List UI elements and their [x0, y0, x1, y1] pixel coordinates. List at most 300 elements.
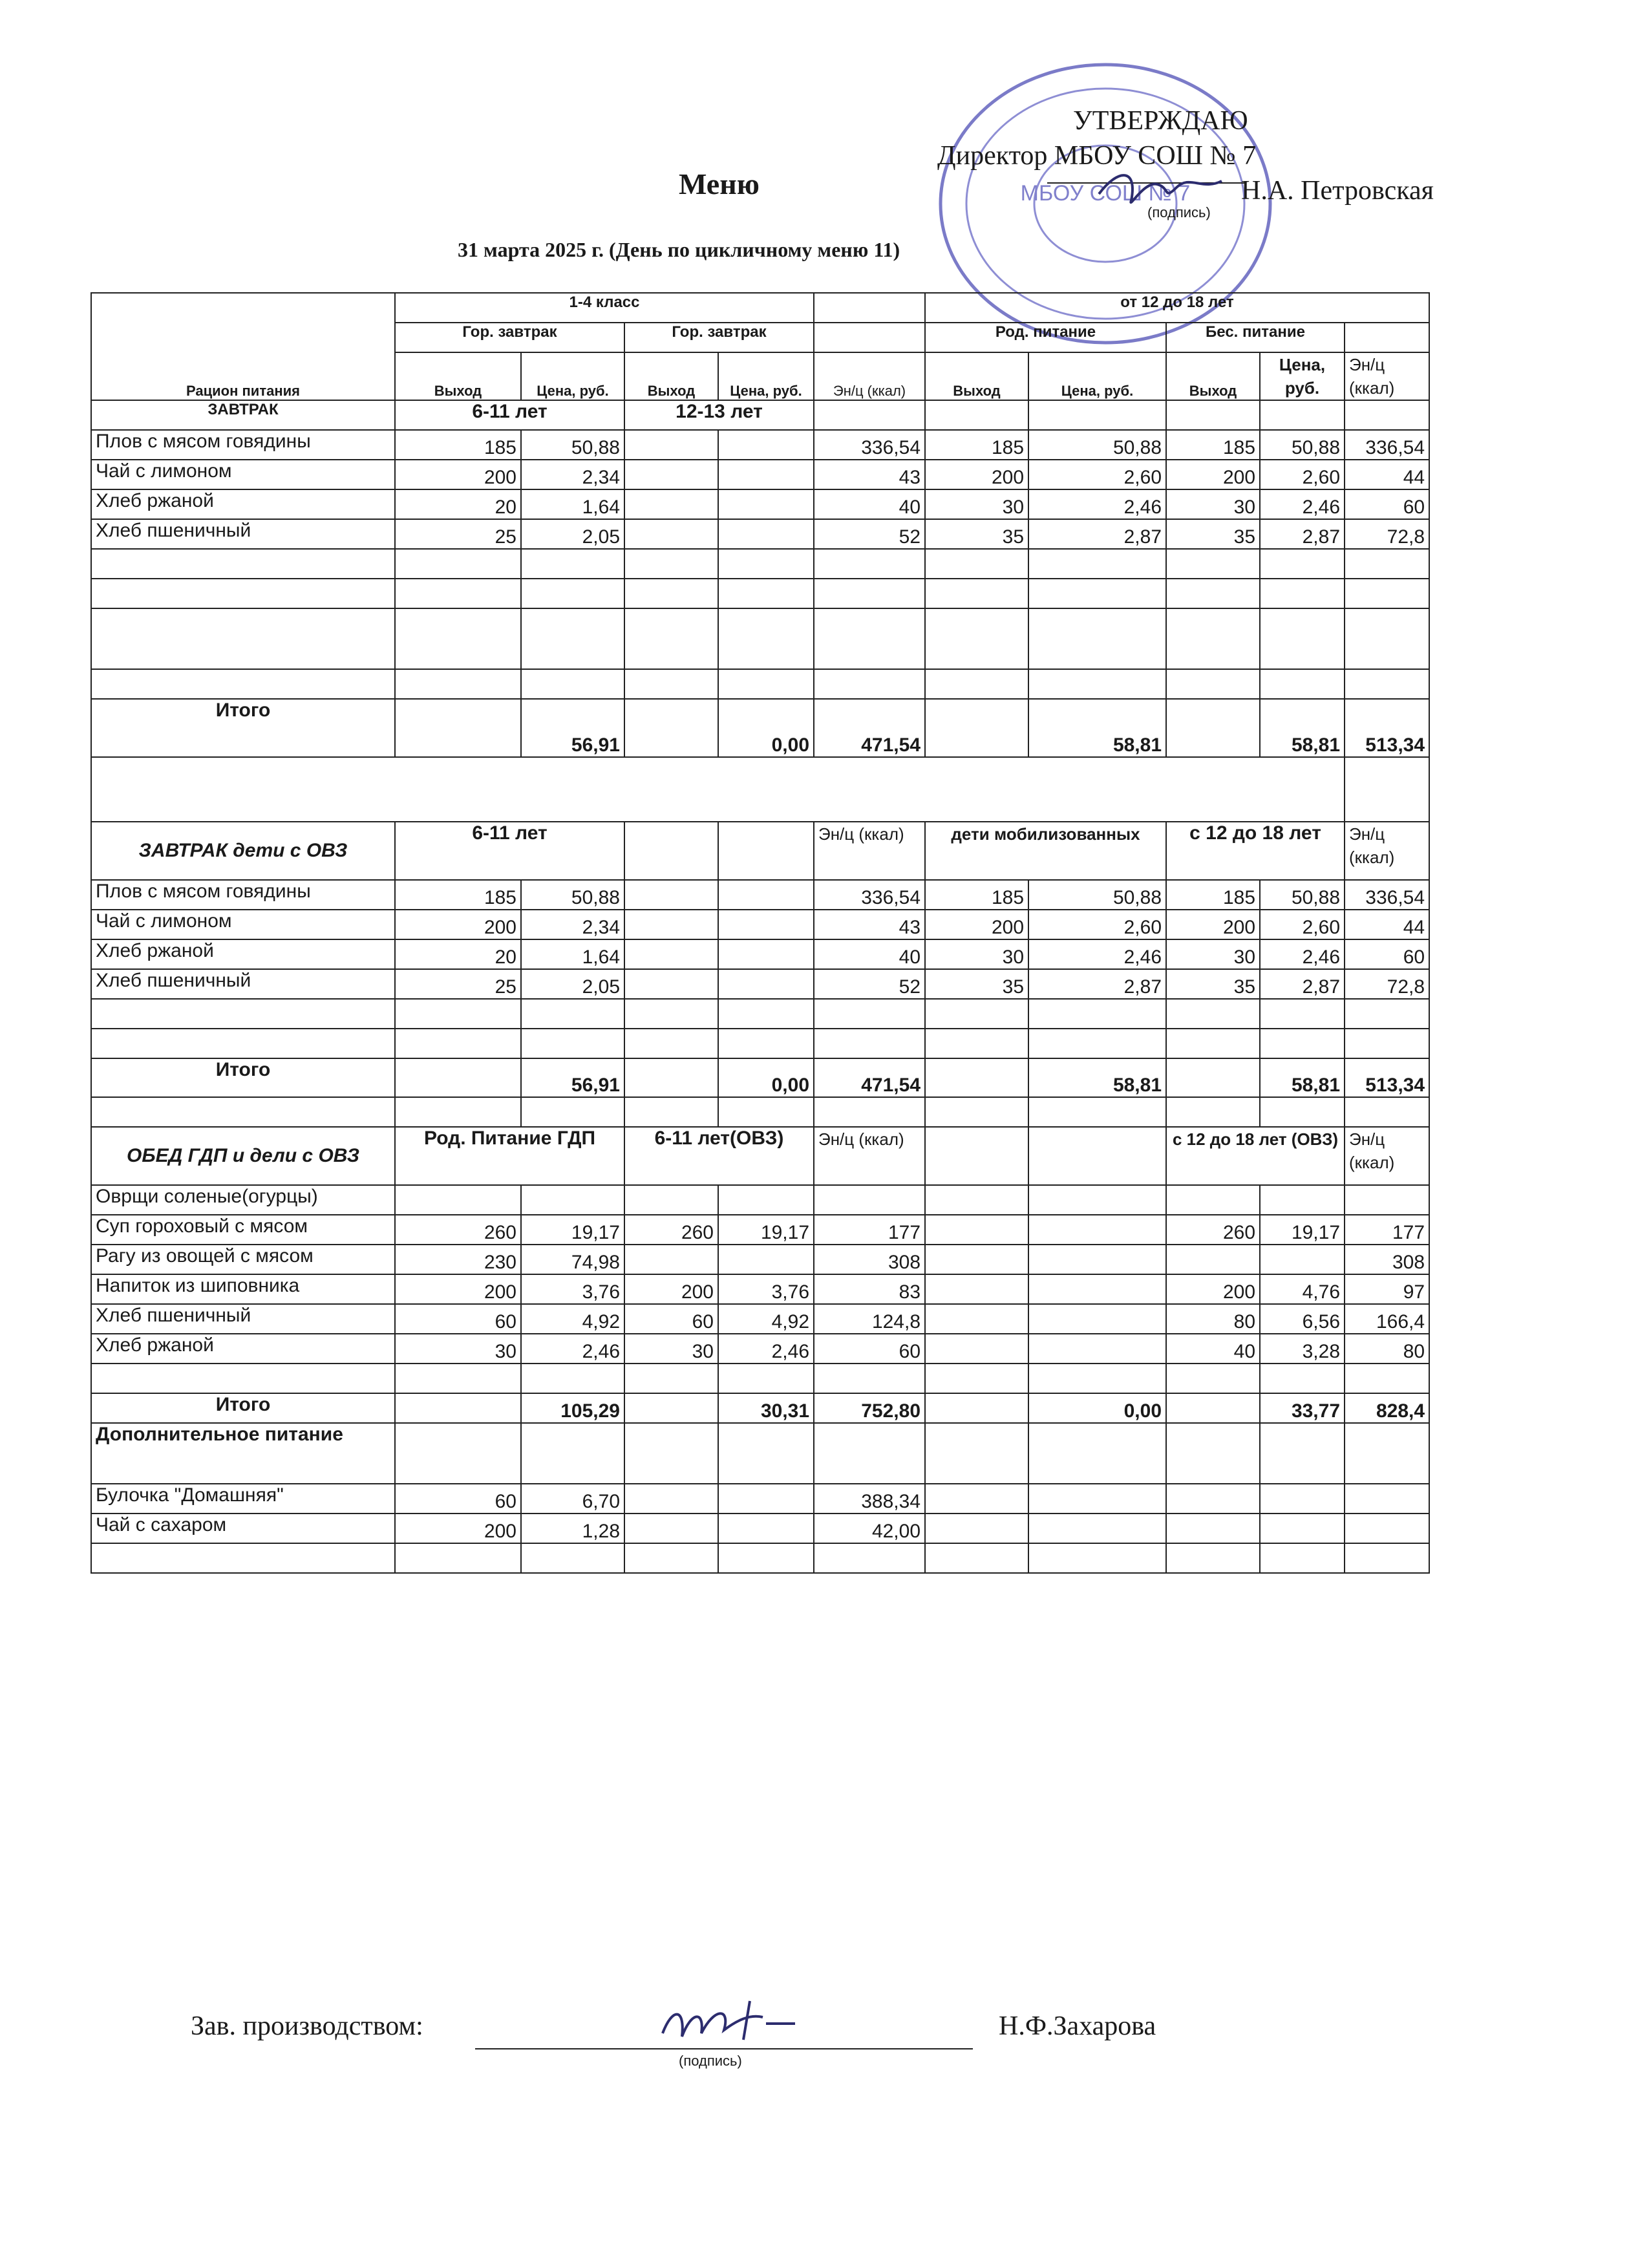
empty-cell	[814, 1029, 925, 1058]
table-cell	[395, 1423, 521, 1484]
empty-cell	[814, 1097, 925, 1127]
lunch-title: ОБЕД ГДП и дели с ОВЗ	[91, 1127, 395, 1185]
item-value: 0,00	[1028, 1393, 1166, 1423]
item-value: 4,92	[718, 1304, 814, 1334]
item-value: 35	[1166, 969, 1260, 999]
ovz-en2: Эн/ц (ккал)	[1345, 822, 1429, 880]
empty-cell	[718, 999, 814, 1029]
col-en-2: Эн/ц (ккал)	[1345, 352, 1429, 400]
item-value	[624, 1393, 718, 1423]
item-value: 260	[1166, 1215, 1260, 1245]
item-value: 52	[814, 519, 925, 549]
empty-cell	[1345, 549, 1429, 579]
item-value: 80	[1345, 1334, 1429, 1364]
empty-cell	[624, 999, 718, 1029]
item-value: 20	[395, 939, 521, 969]
empty-cell	[814, 1543, 925, 1573]
item-value: 60	[1345, 939, 1429, 969]
item-value	[718, 519, 814, 549]
empty-cell	[1260, 579, 1345, 608]
table-cell	[925, 1423, 1028, 1484]
item-value: 40	[1166, 1334, 1260, 1364]
item-value: 752,80	[814, 1393, 925, 1423]
group2-header: от 12 до 18 лет	[925, 293, 1429, 323]
lunch-row	[91, 1274, 1429, 1304]
item-value: 2,46	[1260, 939, 1345, 969]
item-value	[814, 1185, 925, 1215]
item-value: 20	[395, 489, 521, 519]
item-value: 30	[1166, 939, 1260, 969]
lunch-rod: Род. Питание ГДП	[395, 1127, 624, 1185]
item-value: 58,81	[1260, 1058, 1345, 1097]
col-vyhod: Выход	[395, 352, 521, 400]
item-value: 200	[624, 1274, 718, 1304]
item-value	[1028, 1514, 1166, 1543]
empty-cell	[91, 1364, 395, 1393]
empty-cell	[395, 669, 521, 699]
item-value	[718, 1245, 814, 1274]
empty-cell	[521, 999, 624, 1029]
col-cena: Цена, руб.	[521, 352, 624, 400]
empty-cell	[395, 549, 521, 579]
item-value: 185	[1166, 880, 1260, 910]
empty-cell	[925, 669, 1028, 699]
col-vyhod-2: Выход	[624, 352, 718, 400]
menu-date: 31 марта 2025 г. (День по цикличному меню 11)	[458, 238, 900, 261]
empty-cell	[1260, 669, 1345, 699]
empty-cell	[1345, 1029, 1429, 1058]
rod-pitanie-header: Род. питание	[925, 323, 1166, 352]
item-value	[718, 1185, 814, 1215]
approval-position: Директор МБОУ СОШ № 7	[937, 141, 1257, 171]
lunch-age2: с 12 до 18 лет (ОВЗ)	[1166, 1127, 1345, 1185]
spacer-row	[91, 757, 1429, 822]
item-value: 35	[925, 519, 1028, 549]
empty-cell	[1260, 999, 1345, 1029]
empty-cell	[1166, 579, 1260, 608]
empty-cell	[1028, 549, 1166, 579]
empty-cell	[624, 1543, 718, 1573]
empty-cell	[1260, 549, 1345, 579]
item-value	[624, 969, 718, 999]
lunch-header-row	[91, 1127, 1429, 1185]
item-value	[624, 939, 718, 969]
empty-cell	[624, 608, 718, 669]
item-value: 177	[814, 1215, 925, 1245]
empty-cell	[395, 999, 521, 1029]
item-value: 177	[1345, 1215, 1429, 1245]
empty-cell	[718, 1543, 814, 1573]
item-value: 2,34	[521, 910, 624, 939]
gor-zavtrak-header: Гор. завтрак	[395, 323, 624, 352]
item-value: 50,88	[521, 430, 624, 460]
item-value	[1028, 1215, 1166, 1245]
table-cell	[814, 1423, 925, 1484]
item-value: 2,46	[718, 1334, 814, 1364]
empty-cell	[624, 579, 718, 608]
item-name: Оврщи соленые(огурцы)	[91, 1185, 395, 1215]
table-cell	[1028, 1423, 1166, 1484]
item-value: 19,17	[1260, 1215, 1345, 1245]
item-value	[1166, 1393, 1260, 1423]
item-value	[521, 1185, 624, 1215]
item-value	[718, 910, 814, 939]
empty-cell	[1260, 1029, 1345, 1058]
empty-row	[91, 999, 1429, 1029]
item-value: 2,60	[1260, 910, 1345, 939]
footer-label: Зав. производством:	[191, 2011, 423, 2041]
item-value: 83	[814, 1274, 925, 1304]
item-value	[624, 699, 718, 757]
item-value	[1166, 1484, 1260, 1514]
item-value	[1028, 1484, 1166, 1514]
item-name: Хлеб пшеничный	[91, 1304, 395, 1334]
empty-cell	[91, 579, 395, 608]
empty-cell	[521, 669, 624, 699]
empty-cell	[91, 1097, 395, 1127]
item-value: 56,91	[521, 1058, 624, 1097]
item-value: 40	[814, 489, 925, 519]
extra-row	[91, 1484, 1429, 1514]
empty-cell	[1028, 608, 1166, 669]
table-cell	[718, 1423, 814, 1484]
approval-heading: УТВЕРЖДАЮ	[1073, 106, 1248, 136]
item-value: 50,88	[1028, 430, 1166, 460]
empty-cell	[718, 1097, 814, 1127]
approval-signature-caption: (подпись)	[1147, 204, 1211, 220]
item-value: 60	[395, 1304, 521, 1334]
item-value: 260	[624, 1215, 718, 1245]
item-value: 58,81	[1028, 699, 1166, 757]
empty-cell	[624, 1029, 718, 1058]
table-cell	[718, 822, 814, 880]
item-name: Чай с лимоном	[91, 910, 395, 939]
empty-cell	[1028, 1543, 1166, 1573]
breakfast-row	[91, 460, 1429, 489]
item-value: 3,76	[521, 1274, 624, 1304]
item-value: 60	[814, 1334, 925, 1364]
item-value: 124,8	[814, 1304, 925, 1334]
item-value	[1166, 699, 1260, 757]
item-value: 2,46	[521, 1334, 624, 1364]
empty-cell	[814, 549, 925, 579]
item-value	[1028, 1245, 1166, 1274]
item-value: 336,54	[1345, 880, 1429, 910]
item-value: 2,46	[1028, 939, 1166, 969]
item-name: Хлеб пшеничный	[91, 969, 395, 999]
item-value	[395, 699, 521, 757]
col-cena-3: Цена, руб.	[1028, 352, 1166, 400]
empty-cell	[91, 608, 395, 669]
item-value: 388,34	[814, 1484, 925, 1514]
item-value: 4,76	[1260, 1274, 1345, 1304]
ovz-total-row	[91, 1058, 1429, 1097]
item-value: 43	[814, 460, 925, 489]
item-name: Рагу из овощей с мясом	[91, 1245, 395, 1274]
item-value	[624, 880, 718, 910]
lunch-row	[91, 1185, 1429, 1215]
empty-cell	[1166, 1029, 1260, 1058]
item-value: 3,76	[718, 1274, 814, 1304]
bes-pitanie-header: Бес. питание	[1166, 323, 1345, 352]
ovz-age1: 6-11 лет	[395, 822, 624, 880]
table-cell	[925, 400, 1028, 430]
header-row-1	[91, 293, 1429, 323]
item-value: 471,54	[814, 699, 925, 757]
item-value: 40	[814, 939, 925, 969]
breakfast-age2: 12-13 лет	[624, 400, 814, 430]
item-value: 513,34	[1345, 699, 1429, 757]
empty-cell	[521, 579, 624, 608]
item-value	[925, 1274, 1028, 1304]
item-value: 513,34	[1345, 1058, 1429, 1097]
item-value: 2,46	[1028, 489, 1166, 519]
item-value	[1345, 1185, 1429, 1215]
item-value: 336,54	[1345, 430, 1429, 460]
empty-cell	[1028, 1097, 1166, 1127]
item-value: 1,64	[521, 489, 624, 519]
empty-row	[91, 1029, 1429, 1058]
item-value: 30	[925, 939, 1028, 969]
item-name: Плов с мясом говядины	[91, 430, 395, 460]
item-value: 44	[1345, 460, 1429, 489]
item-name: Суп гороховый с мясом	[91, 1215, 395, 1245]
item-value: 2,05	[521, 969, 624, 999]
item-value: 50,88	[1260, 880, 1345, 910]
spacer-cell	[91, 757, 1345, 822]
item-value: 308	[1345, 1245, 1429, 1274]
item-value: 6,56	[1260, 1304, 1345, 1334]
item-value: 260	[395, 1215, 521, 1245]
stamp-text: МБОУ СОШ № 7	[1020, 181, 1191, 206]
item-value: 72,8	[1345, 519, 1429, 549]
item-value	[1166, 1514, 1260, 1543]
item-value: 185	[395, 880, 521, 910]
item-value	[925, 1185, 1028, 1215]
item-value: 35	[1166, 519, 1260, 549]
extra-header-row	[91, 1423, 1429, 1484]
item-value: 2,46	[1260, 489, 1345, 519]
item-value: 33,77	[1260, 1393, 1345, 1423]
item-value: 200	[395, 460, 521, 489]
empty-cell	[1166, 669, 1260, 699]
item-value	[1166, 1058, 1260, 1097]
item-value	[1345, 1514, 1429, 1543]
item-value: 200	[1166, 1274, 1260, 1304]
item-value: 50,88	[1028, 880, 1166, 910]
item-value: 35	[925, 969, 1028, 999]
item-value: 185	[925, 880, 1028, 910]
item-value: 200	[1166, 910, 1260, 939]
item-value: 336,54	[814, 430, 925, 460]
empty-cell	[624, 1364, 718, 1393]
empty-cell	[395, 1097, 521, 1127]
empty-cell	[1345, 1097, 1429, 1127]
item-value	[925, 1304, 1028, 1334]
item-value: 230	[395, 1245, 521, 1274]
item-value: 185	[395, 430, 521, 460]
item-name: Хлеб ржаной	[91, 939, 395, 969]
table-cell	[1345, 757, 1429, 822]
empty-cell	[395, 1364, 521, 1393]
empty-cell	[814, 579, 925, 608]
item-value	[1166, 1245, 1260, 1274]
item-value	[1028, 1274, 1166, 1304]
item-value	[1028, 1185, 1166, 1215]
item-value: 60	[1345, 489, 1429, 519]
breakfast-row	[91, 519, 1429, 549]
empty-cell	[1345, 669, 1429, 699]
item-name: Чай с сахаром	[91, 1514, 395, 1543]
item-value: 30,31	[718, 1393, 814, 1423]
empty-cell	[1028, 579, 1166, 608]
item-value: 308	[814, 1245, 925, 1274]
item-name: Хлеб ржаной	[91, 489, 395, 519]
breakfast-row	[91, 489, 1429, 519]
item-value: 50,88	[521, 880, 624, 910]
item-value: 25	[395, 519, 521, 549]
empty-cell	[1028, 1029, 1166, 1058]
empty-row	[91, 1543, 1429, 1573]
empty-cell	[814, 669, 925, 699]
item-value: 97	[1345, 1274, 1429, 1304]
ovz-en: Эн/ц (ккал)	[814, 822, 925, 880]
item-value: 2,60	[1028, 460, 1166, 489]
empty-cell	[91, 549, 395, 579]
item-value: 828,4	[1345, 1393, 1429, 1423]
item-value: 471,54	[814, 1058, 925, 1097]
item-value	[1345, 1484, 1429, 1514]
footer-name: Н.Ф.Захарова	[999, 2011, 1156, 2041]
empty-cell	[718, 608, 814, 669]
empty-cell	[624, 669, 718, 699]
item-value	[624, 1514, 718, 1543]
item-value: 56,91	[521, 699, 624, 757]
item-value	[395, 1058, 521, 1097]
empty-cell	[1166, 1097, 1260, 1127]
item-value: 2,87	[1028, 519, 1166, 549]
page-title: Меню	[679, 167, 760, 200]
item-value	[925, 699, 1028, 757]
empty-cell	[925, 1029, 1028, 1058]
lunch-row	[91, 1334, 1429, 1364]
empty-cell	[1345, 1364, 1429, 1393]
footer-signature-caption: (подпись)	[679, 2053, 742, 2069]
empty-cell	[395, 608, 521, 669]
item-value: 60	[624, 1304, 718, 1334]
empty-cell	[91, 1029, 395, 1058]
breakfast-row	[91, 430, 1429, 460]
table-cell	[925, 1127, 1028, 1185]
empty-cell	[925, 608, 1028, 669]
item-value: 0,00	[718, 699, 814, 757]
item-value: 30	[1166, 489, 1260, 519]
item-value	[718, 460, 814, 489]
item-value: 19,17	[718, 1215, 814, 1245]
table-cell	[1028, 400, 1166, 430]
table-cell	[624, 1423, 718, 1484]
empty-cell	[91, 669, 395, 699]
empty-cell	[925, 1364, 1028, 1393]
table-cell	[1345, 1423, 1429, 1484]
empty-cell	[1260, 608, 1345, 669]
ovz-row	[91, 910, 1429, 939]
item-value: 30	[395, 1334, 521, 1364]
item-value: 74,98	[521, 1245, 624, 1274]
item-value: 44	[1345, 910, 1429, 939]
ovz-row	[91, 939, 1429, 969]
approval-director-name: Н.А. Петровская	[1241, 176, 1434, 206]
table-cell	[1166, 1423, 1260, 1484]
item-value: 19,17	[521, 1215, 624, 1245]
empty-cell	[1345, 999, 1429, 1029]
item-value	[718, 1484, 814, 1514]
item-name: Итого	[91, 1058, 395, 1097]
empty-cell	[925, 579, 1028, 608]
item-value	[624, 1185, 718, 1215]
empty-cell	[1028, 669, 1166, 699]
empty-cell	[395, 579, 521, 608]
breakfast-total-row	[91, 699, 1429, 757]
empty-cell	[925, 1543, 1028, 1573]
empty-cell	[624, 1097, 718, 1127]
empty-cell	[1166, 549, 1260, 579]
gor-zavtrak-header-2: Гор. завтрак	[624, 323, 814, 352]
item-value	[925, 1484, 1028, 1514]
group1-header: 1-4 класс	[395, 293, 814, 323]
item-value	[718, 1514, 814, 1543]
item-value: 6,70	[521, 1484, 624, 1514]
item-value: 52	[814, 969, 925, 999]
item-value	[395, 1185, 521, 1215]
table-cell	[1345, 400, 1429, 430]
item-value: 2,05	[521, 519, 624, 549]
empty-cell	[814, 999, 925, 1029]
item-value	[624, 430, 718, 460]
empty-cell	[1166, 1543, 1260, 1573]
item-value	[718, 939, 814, 969]
col-cena-4: Цена, руб.	[1260, 352, 1345, 400]
col-en: Эн/ц (ккал)	[814, 352, 925, 400]
item-value	[1260, 1245, 1345, 1274]
item-name: Итого	[91, 699, 395, 757]
empty-cell	[718, 669, 814, 699]
lunch-row	[91, 1304, 1429, 1334]
lunch-en: Эн/ц (ккал)	[814, 1127, 925, 1185]
breakfast-title: ЗАВТРАК	[91, 400, 395, 430]
item-value	[925, 1393, 1028, 1423]
empty-cell	[1260, 1097, 1345, 1127]
item-value: 185	[1166, 430, 1260, 460]
empty-cell	[718, 579, 814, 608]
item-value: 80	[1166, 1304, 1260, 1334]
table-cell	[624, 822, 718, 880]
item-value: 2,87	[1028, 969, 1166, 999]
item-name: Чай с лимоном	[91, 460, 395, 489]
col-vyhod-3: Выход	[925, 352, 1028, 400]
empty-row	[91, 1097, 1429, 1127]
production-head-signature	[653, 1995, 802, 2053]
empty-cell	[521, 1097, 624, 1127]
item-value	[624, 489, 718, 519]
empty-cell	[1028, 999, 1166, 1029]
item-value	[718, 430, 814, 460]
item-value: 30	[624, 1334, 718, 1364]
empty-cell	[1166, 1364, 1260, 1393]
item-value	[1166, 1185, 1260, 1215]
item-value: 2,87	[1260, 969, 1345, 999]
empty-cell	[521, 608, 624, 669]
